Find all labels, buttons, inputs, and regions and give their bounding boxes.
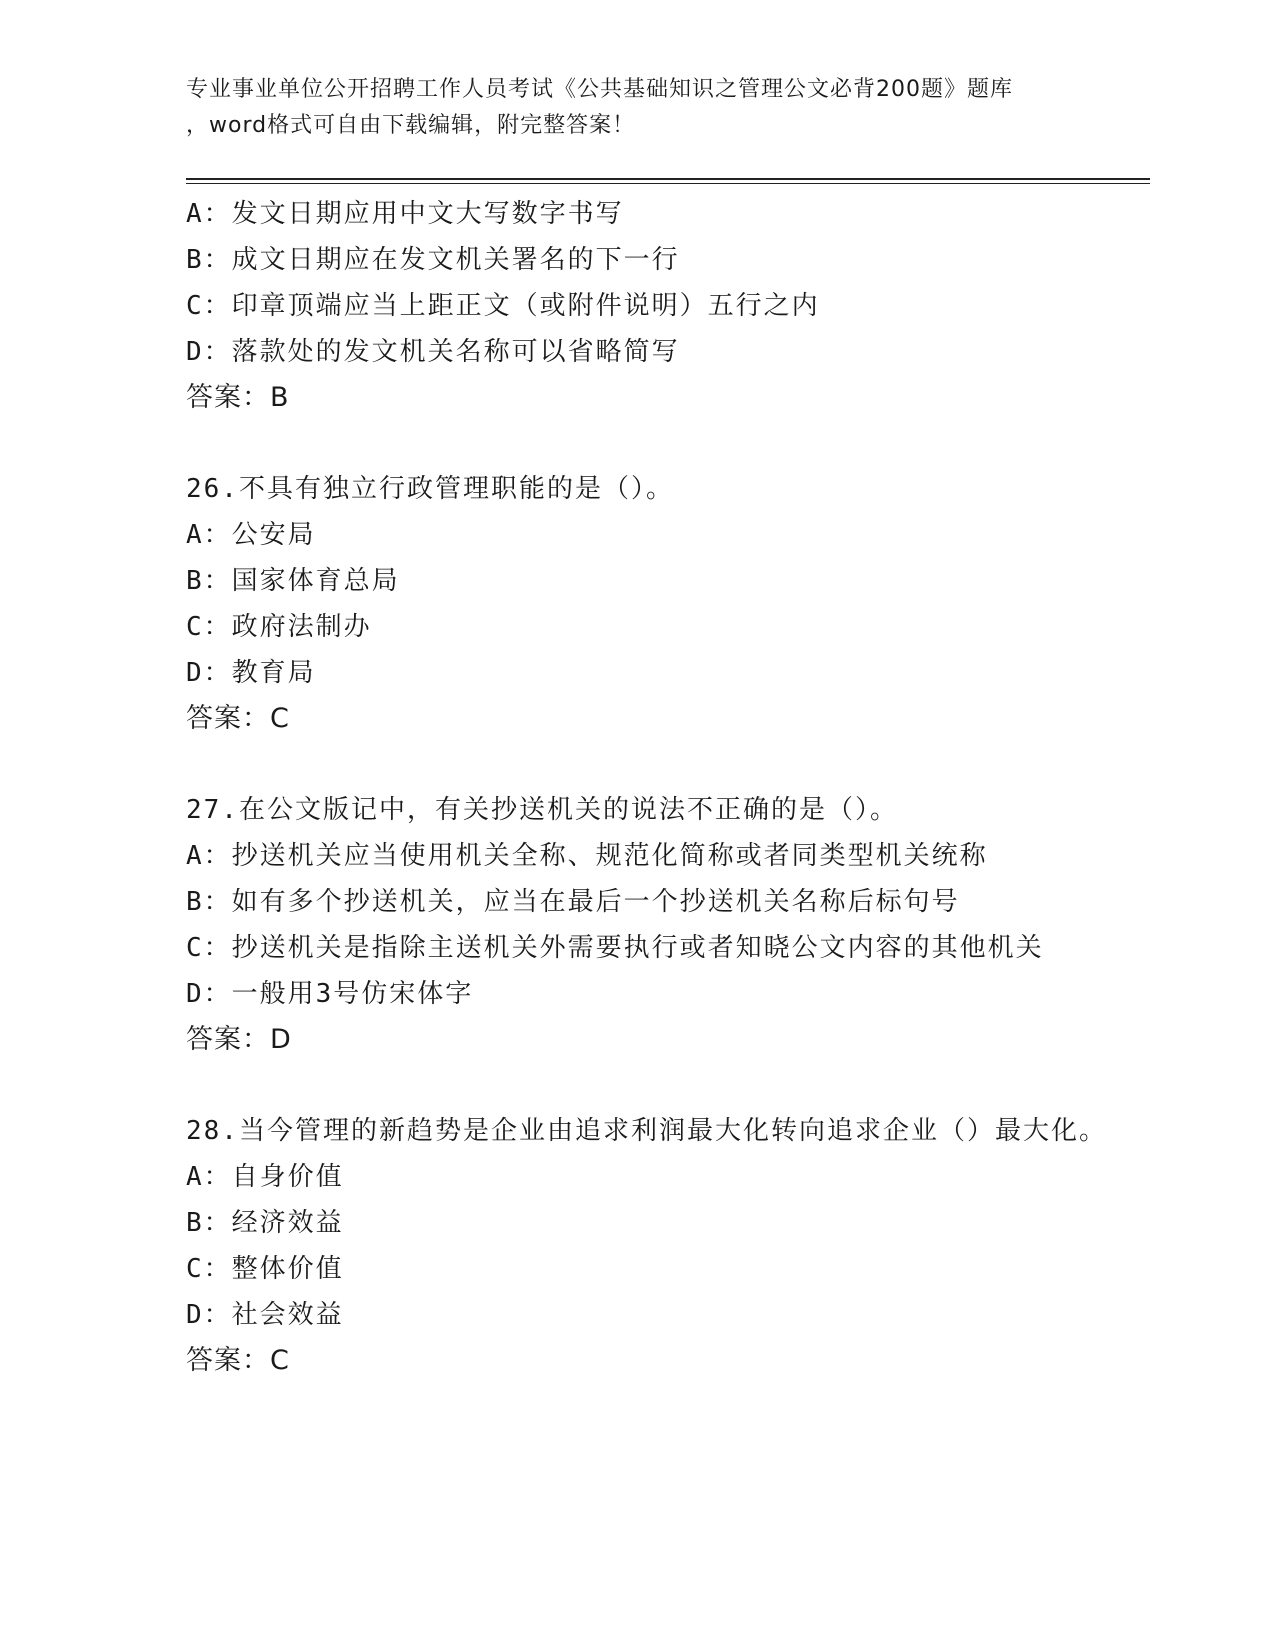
header-line-1: 专业事业单位公开招聘工作人员考试《公共基础知识之管理公文必背200题》题库: [186, 77, 1013, 102]
question-25-partial: [186, 191, 1126, 421]
question-text: 28.当今管理的新趋势是企业由追求利润最大化转向追求企业（）最大化。: [186, 1116, 1107, 1146]
option-b: B：成文日期应在发文机关署名的下一行: [186, 245, 680, 275]
answer: 答案：C: [186, 703, 290, 734]
question-28: [186, 1108, 1126, 1384]
question-list: [186, 191, 1126, 1384]
option-b: B：经济效益: [186, 1208, 344, 1238]
question-26: [186, 466, 1126, 742]
question-text: 27.在公文版记中，有关抄送机关的说法不正确的是（）。: [186, 795, 898, 825]
header-line-2: ，word格式可自由下载编辑，附完整答案！: [186, 113, 636, 138]
answer: 答案：D: [186, 1024, 292, 1055]
option-b: B：国家体育总局: [186, 566, 400, 596]
option-a: A：自身价值: [186, 1162, 344, 1192]
option-a: A：抄送机关应当使用机关全称、规范化简称或者同类型机关统称: [186, 841, 988, 871]
option-d: D：社会效益: [186, 1300, 344, 1330]
option-a: A：发文日期应用中文大写数字书写: [186, 199, 624, 229]
question-text: 26.不具有独立行政管理职能的是（）。: [186, 474, 674, 504]
answer: 答案：B: [186, 382, 290, 413]
option-d: D：落款处的发文机关名称可以省略简写: [186, 337, 680, 367]
header-divider-thin: [186, 183, 1150, 184]
option-c: C：抄送机关是指除主送机关外需要执行或者知晓公文内容的其他机关: [186, 933, 1044, 963]
option-d: D：一般用3号仿宋体字: [186, 979, 474, 1009]
document-header: [186, 72, 1086, 144]
option-c: C：政府法制办: [186, 612, 372, 642]
option-c: C：整体价值: [186, 1254, 344, 1284]
option-d: D：教育局: [186, 658, 316, 688]
option-b: B：如有多个抄送机关，应当在最后一个抄送机关名称后标句号: [186, 887, 960, 917]
answer: 答案：C: [186, 1345, 290, 1376]
header-divider-thick: [186, 178, 1150, 180]
option-c: C：印章顶端应当上距正文（或附件说明）五行之内: [186, 291, 820, 321]
question-27: [186, 787, 1126, 1063]
option-a: A：公安局: [186, 520, 316, 550]
